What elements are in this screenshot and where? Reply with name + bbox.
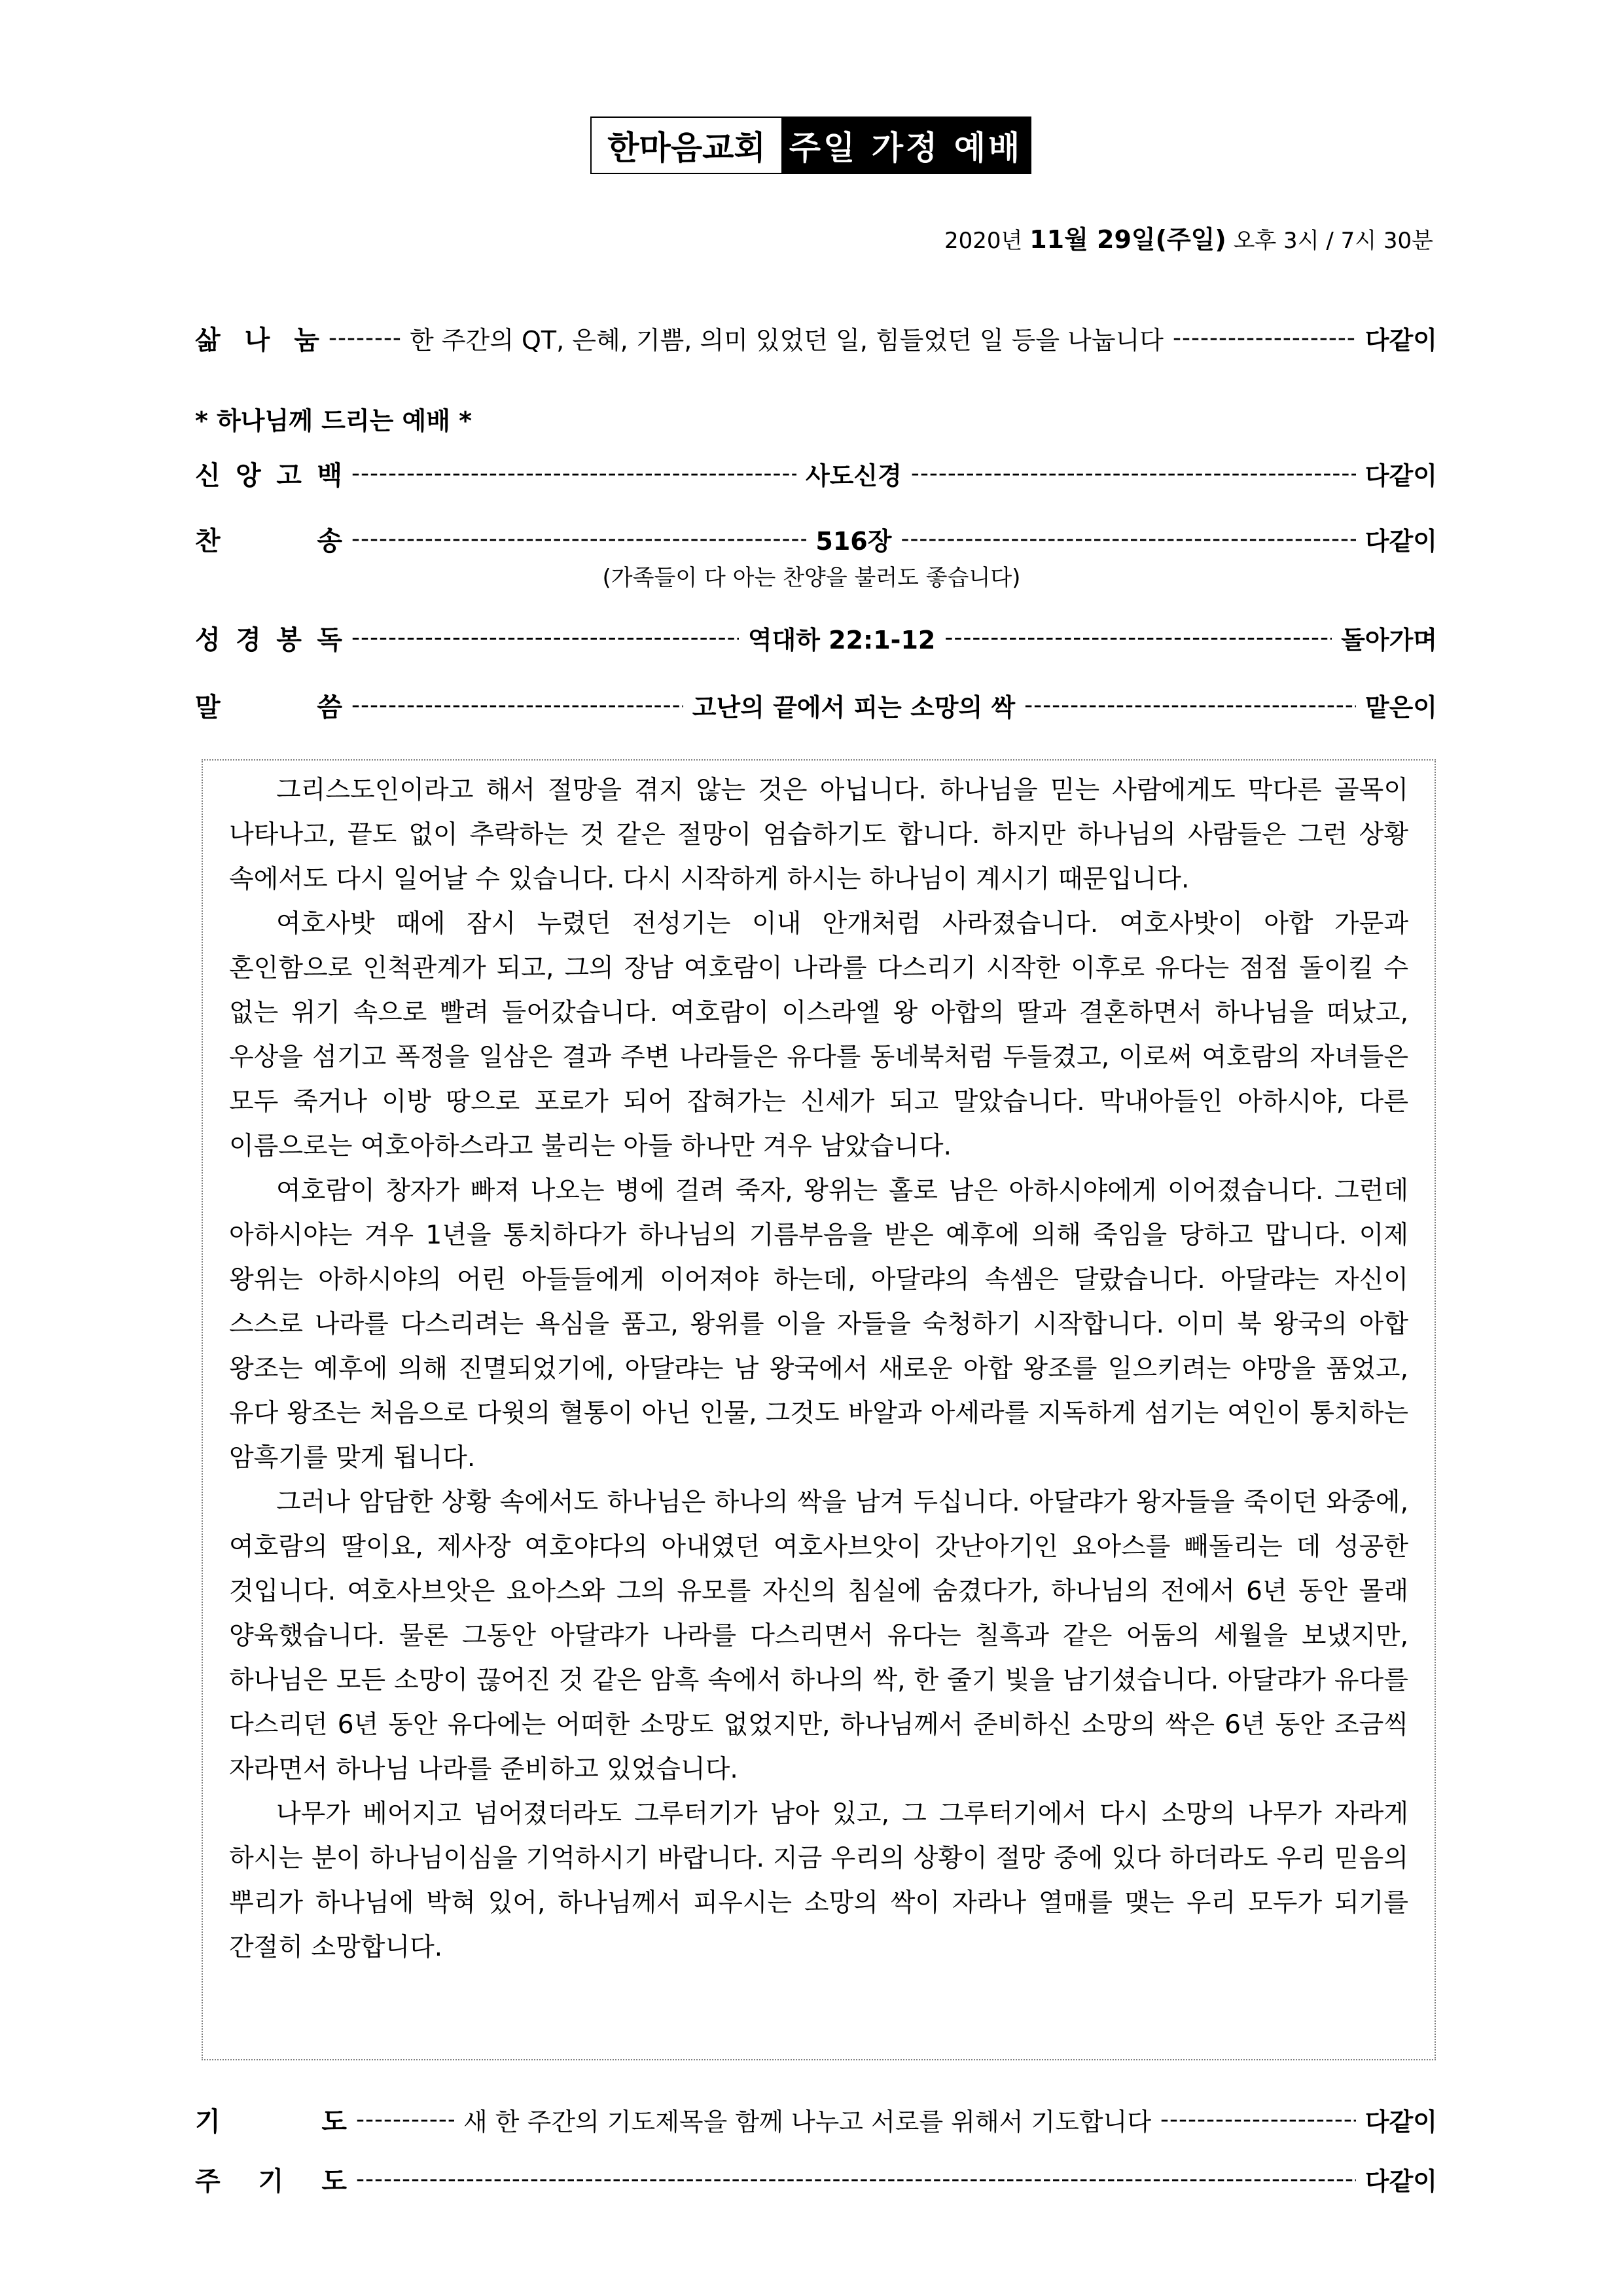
dash-leader bbox=[329, 325, 401, 351]
label-char: 도 bbox=[321, 2106, 347, 2137]
creed-title: 사도신경 bbox=[806, 461, 902, 490]
sharing-participant: 다같이 bbox=[1364, 325, 1437, 355]
sermon-paragraph: 여호람이 창자가 빠져 나오는 병에 걸려 죽자, 왕위는 홀로 남은 아하시야에게 이어졌습니다. 그런데 아하시야는 겨우 1년을 통치하다가 하나님의 기름부음을 받은 예후에 의해 죽임을 당하고 맙니다. 이제 왕위는 아하시야의 어린 아들들에게 이어져야 하는데, 아달랴의 속셈은 달랐습니다. 아달랴는 자신이 스스로 나라를 다스리려는 욕심을 품고, 왕위를 이을 자들을 숙청하기 시작합니다. 이미 북 왕국의 아합 왕조는 예후에 의해 진멸되었기에, 아달랴는 남 왕국에서 새로운 아합 왕조를 일으키려는 야망을 품었고, 유다 왕조는 처음으로 다윗의 혈통이 아닌 인물, 그것도 바알과 아세라를 지독하게 섬기는 여인이 통치하는 암흑기를 맞게 됩니다. bbox=[229, 1176, 1408, 1473]
hymn-participant: 다같이 bbox=[1364, 526, 1437, 556]
label-char: 성 bbox=[195, 624, 221, 655]
creed-label bbox=[195, 455, 342, 492]
reading-passage: 역대하 22:1-12 bbox=[747, 625, 936, 655]
dash-leader bbox=[351, 624, 739, 651]
sermon-label bbox=[195, 687, 342, 724]
label-char: 앙 bbox=[236, 460, 261, 491]
sermon-title: 고난의 끝에서 피는 소망의 싹 bbox=[692, 692, 1016, 722]
hymn-label bbox=[195, 520, 342, 558]
dash-leader bbox=[911, 460, 1356, 487]
dash-leader bbox=[1024, 692, 1356, 719]
sermon-paragraph: 여호사밧 때에 잠시 누렸던 전성기는 이내 안개처럼 사라졌습니다. 여호사밧이 아합 가문과 혼인함으로 인척관계가 되고, 그의 장남 여호람이 나라를 다스리기 시작한 이후로 유다는 점점 돌이킬 수 없는 위기 속으로 빨려 들어갔습니다. 여호람이 이스라엘 왕 아합의 딸과 결혼하면서 하나님을 떠났고, 우상을 섬기고 폭정을 일삼은 결과 주변 나라들은 유다를 동네북처럼 두들겼고, 이로써 여호람의 자녀들은 모두 죽거나 이방 땅으로 포로가 되어 잡혀가는 신세가 되고 말았습니다. 막내아들인 아하시야, 다른 이름으로는 여호아하스라고 불리는 아들 하나만 겨우 남았습니다. bbox=[229, 909, 1408, 1161]
lords-prayer-participant: 다같이 bbox=[1364, 2166, 1437, 2196]
hymn-note: (가족들이 다 아는 찬양을 불러도 좋습니다) bbox=[602, 565, 1021, 591]
prayer-participant: 다같이 bbox=[1364, 2107, 1437, 2136]
church-name: 한마음교회 bbox=[592, 118, 781, 173]
label-char: 기 bbox=[195, 2106, 221, 2137]
sermon-text-box bbox=[202, 759, 1436, 2060]
label-char: 삶 bbox=[195, 325, 221, 355]
label-char: 경 bbox=[236, 624, 261, 655]
prayer-label bbox=[195, 2101, 347, 2138]
label-char: 고 bbox=[276, 460, 302, 491]
dash-leader bbox=[356, 2106, 454, 2133]
creed-participant: 다같이 bbox=[1364, 461, 1437, 490]
label-char: 찬 bbox=[195, 526, 221, 556]
reading-row bbox=[195, 619, 1437, 656]
dash-leader bbox=[944, 624, 1332, 651]
label-char: 독 bbox=[317, 624, 342, 655]
lords-prayer-label bbox=[195, 2161, 347, 2198]
title-box bbox=[590, 117, 1031, 174]
prayer-description: 새 한 주간의 기도제목을 함께 나누고 서로를 위해서 기도합니다 bbox=[463, 2107, 1152, 2136]
sermon-paragraph: 그러나 암담한 상황 속에서도 하나님은 하나의 싹을 남겨 두십니다. 아달랴가 왕자들을 죽이던 와중에, 여호람의 딸이요, 제사장 여호야다의 아내였던 여호사브앗이 갓난아기인 요아스를 빼돌리는 데 성공한 것입니다. 여호사브앗은 요아스와 그의 유모를 자신의 침실에 숨겼다가, 하나님의 전에서 6년 동안 몰래 양육했습니다. 물론 그동안 아달랴가 나라를 다스리면서 유다는 칠흑과 같은 어둠의 세월을 보냈지만, 하나님은 모든 소망이 끊어진 것 같은 암흑 속에서 하나의 싹, 한 줄기 빛을 남기셨습니다. 아달랴가 유다를 다스리던 6년 동안 유다에는 어떠한 소망도 없었지만, 하나님께서 준비하신 소망의 싹은 6년 동안 조금씩 자라면서 하나님 나라를 준비하고 있었습니다. bbox=[229, 1488, 1408, 1784]
reading-participant: 돌아가며 bbox=[1341, 625, 1437, 655]
dash-leader bbox=[901, 526, 1355, 552]
sermon-row bbox=[195, 686, 1437, 724]
label-char: 도 bbox=[321, 2166, 347, 2197]
date-bold: 11월 29일(주일) bbox=[1029, 225, 1226, 254]
dash-leader bbox=[356, 2166, 1356, 2193]
sharing-label bbox=[195, 319, 319, 357]
sermon-participant: 맡은이 bbox=[1364, 692, 1438, 722]
prayer-row bbox=[195, 2100, 1437, 2138]
lords-prayer-row bbox=[195, 2160, 1437, 2198]
dash-leader bbox=[1160, 2106, 1356, 2133]
service-date bbox=[944, 219, 1433, 255]
label-char: 신 bbox=[195, 460, 221, 491]
hymn-number: 516장 bbox=[815, 526, 892, 556]
label-char: 나 bbox=[244, 325, 270, 355]
section-heading: * 하나님께 드리는 예배 * bbox=[195, 406, 473, 435]
date-suffix: 오후 3시 / 7시 30분 bbox=[1233, 228, 1433, 254]
dash-leader bbox=[351, 460, 796, 487]
sharing-row bbox=[195, 319, 1437, 357]
date-prefix: 2020년 bbox=[944, 228, 1023, 254]
dash-leader bbox=[1173, 325, 1356, 351]
label-char: 씀 bbox=[317, 692, 342, 723]
label-char: 눔 bbox=[294, 325, 319, 355]
label-char: 주 bbox=[195, 2166, 221, 2197]
creed-row bbox=[195, 454, 1437, 492]
label-char: 송 bbox=[317, 526, 342, 556]
dash-leader bbox=[351, 526, 806, 552]
sermon-paragraph: 나무가 베어지고 넘어졌더라도 그루터기가 남아 있고, 그 그루터기에서 다시 소망의 나무가 자라게 하시는 분이 하나님이심을 기억하시기 바랍니다. 지금 우리의 상황이 절망 중에 있다 하더라도 우리 믿음의 뿌리가 하나님에 박혀 있어, 하나님께서 피우시는 소망의 싹이 자라나 열매를 맺는 우리 모두가 되기를 간절히 소망합니다. bbox=[229, 1799, 1408, 1962]
sermon-paragraph: 그리스도인이라고 해서 절망을 겪지 않는 것은 아닙니다. 하나님을 믿는 사람에게도 막다른 골목이 나타나고, 끝도 없이 추락하는 것 같은 절망이 엄습하기도 합니다. 하지만 하나님의 사람들은 그런 상황 속에서도 다시 일어날 수 있습니다. 다시 시작하게 하시는 하나님이 계시기 때문입니다. bbox=[229, 776, 1408, 894]
reading-label bbox=[195, 619, 342, 656]
service-title: 주일 가정 예배 bbox=[781, 118, 1030, 173]
label-char: 말 bbox=[195, 692, 221, 723]
sharing-description: 한 주간의 QT, 은혜, 기쁨, 의미 있었던 일, 힘들었던 일 등을 나눕니다 bbox=[410, 325, 1164, 355]
hymn-row bbox=[195, 520, 1437, 558]
label-char: 봉 bbox=[276, 624, 302, 655]
label-char: 백 bbox=[317, 460, 342, 491]
label-char: 기 bbox=[258, 2166, 284, 2197]
dash-leader bbox=[351, 692, 683, 719]
